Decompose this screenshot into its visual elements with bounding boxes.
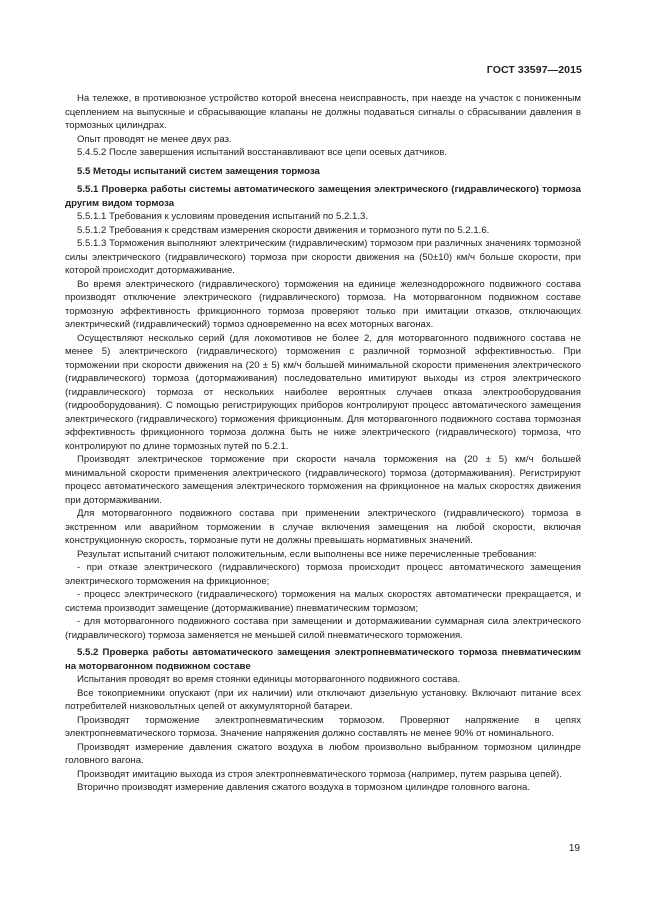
subsection-heading: 5.5.1 Проверка работы системы автоматического замещения электрического (гидравлического) тормоза другим видом тормоза xyxy=(65,184,581,209)
paragraph: 5.5.1.2 Требования к средствам измерения скорости движения и тормозного пути по 5.2.1.6. xyxy=(77,224,490,236)
document-body xyxy=(65,92,581,795)
list-item: - процесс электрического (гидравлического) торможения на малых скоростях автоматически прекращается, и система производит замещение (дотормаживание) пневматическим тормозом; xyxy=(65,589,581,614)
subsection-heading: 5.5.2 Проверка работы автоматического замещения электропневматического тормоза пневматическим на моторвагонном подвижном составе xyxy=(65,647,581,672)
paragraph: Вторично производят измерение давления сжатого воздуха в тормозном цилиндре головного вагона. xyxy=(77,782,531,793)
paragraph: Для моторвагонного подвижного состава при применении электрического (гидравлического) тормоза в экстренном или аварийном торможении в случае включения замещения на любой скорости, включая конструкционную скорость, тормозные пути не должны превышать нормативных значений. xyxy=(65,508,581,546)
paragraph: Производят имитацию выхода из строя электропневматического тормоза (например, путем разрыва цепей). xyxy=(77,768,562,780)
list-item: - при отказе электрического (гидравлического) тормоза происходит процесс автоматического замещения электрического торможения на фрикционное; xyxy=(65,562,581,587)
paragraph: Производят электрическое торможение при скорости начала торможения на (20 ± 5) км/ч большей минимальной скорости применения электрического (гидравлического) тормоза (дотормаживания). Регистрируют процесс автоматического замещения электрического торможения на фрикционное на малых скоростях движения при дотормаживании. xyxy=(65,454,581,506)
paragraph: 5.5.1.1 Требования к условиям проведения испытаний по 5.2.1.3. xyxy=(77,211,369,222)
paragraph: 5.5.1.3 Торможения выполняют электрическим (гидравлическим) тормозом при различных значениях тормозной силы электрического (гидравлического) тормоза при скорости движения на (50±10) км/ч больше скорости, при которой происходит дотормаживание. xyxy=(65,238,581,276)
list-item: - для моторвагонного подвижного состава при замещении и дотормаживании суммарная сила электрического (гидравлического) тормоза заменяется не меньшей силой пневматического торможения. xyxy=(65,616,581,641)
paragraph: Осуществляют несколько серий (для локомотивов не более 2, для моторвагонного подвижного состава не менее 5) электрического (гидравлического) торможения с различной тормозной эффективностью. При торможении при скорости движения на (20 ± 5) км/ч большей минимальной скорости применения электрического (гидравлического) тормоза (дотормаживания) последовательно имитируют выходы из строя электрического (гидравлического) тормоза от нескольких наиболее вероятных случаев отказа электрооборудования (гидрооборудования). С помощью регистрирующих приборов контролируют процесс автоматического замещения электрического (гидравлического) торможения фрикционным. Для моторвагонного подвижного состава тормозная эффективность фрикционного тормоза должна быть не ниже электрического (гидравлического) тормоза, что контролируют по длине тормозных путей по 5.2.1. xyxy=(65,332,581,452)
section-heading: 5.5 Методы испытаний систем замещения тормоза xyxy=(77,165,320,177)
paragraph: На тележке, в противоюзное устройство которой внесена неисправность, при наезде на участок с пониженным сцеплением на выпускные и сбрасывающие клапаны не должны подаваться сигналы о сбрасывании давления в тормозных цилиндрах. xyxy=(65,93,581,131)
paragraph: Во время электрического (гидравлического) торможения на единице железнодорожного подвижного состава производят отключение электрического (гидравлического) тормоза. На моторвагонном подвижном составе тормозную эффективность фрикционного тормоза проверяют только при имитации отказов, отключающих электрический (гидравлический) тормоз одновременно на всех моторных вагонах. xyxy=(65,278,581,330)
paragraph: Испытания проводят во время стоянки единицы моторвагонного подвижного состава. xyxy=(77,674,461,685)
paragraph: Производят измерение давления сжатого воздуха в любом произвольно выбранном тормозном цилиндре головного вагона. xyxy=(65,741,581,766)
page-number: 19 xyxy=(568,843,580,854)
document-standard-header: ГОСТ 33597—2015 xyxy=(486,64,582,76)
paragraph: Все токоприемники опускают (при их наличии) или отключают дизельную установку. Включают питание всех потребителей низковольтных цепей от аккумуляторной батареи. xyxy=(65,687,581,712)
paragraph: Производят торможение электропневматическим тормозом. Проверяют напряжение в цепях электропневматического тормоза. Значение напряжения должно составлять не менее 90% от номинального. xyxy=(65,714,581,739)
paragraph: Опыт проводят не менее двух раз. xyxy=(77,133,232,145)
paragraph: 5.4.5.2 После завершения испытаний восстанавливают все цепи осевых датчиков. xyxy=(77,147,448,158)
paragraph: Результат испытаний считают положительным, если выполнены все ниже перечисленные требования: xyxy=(77,548,537,560)
